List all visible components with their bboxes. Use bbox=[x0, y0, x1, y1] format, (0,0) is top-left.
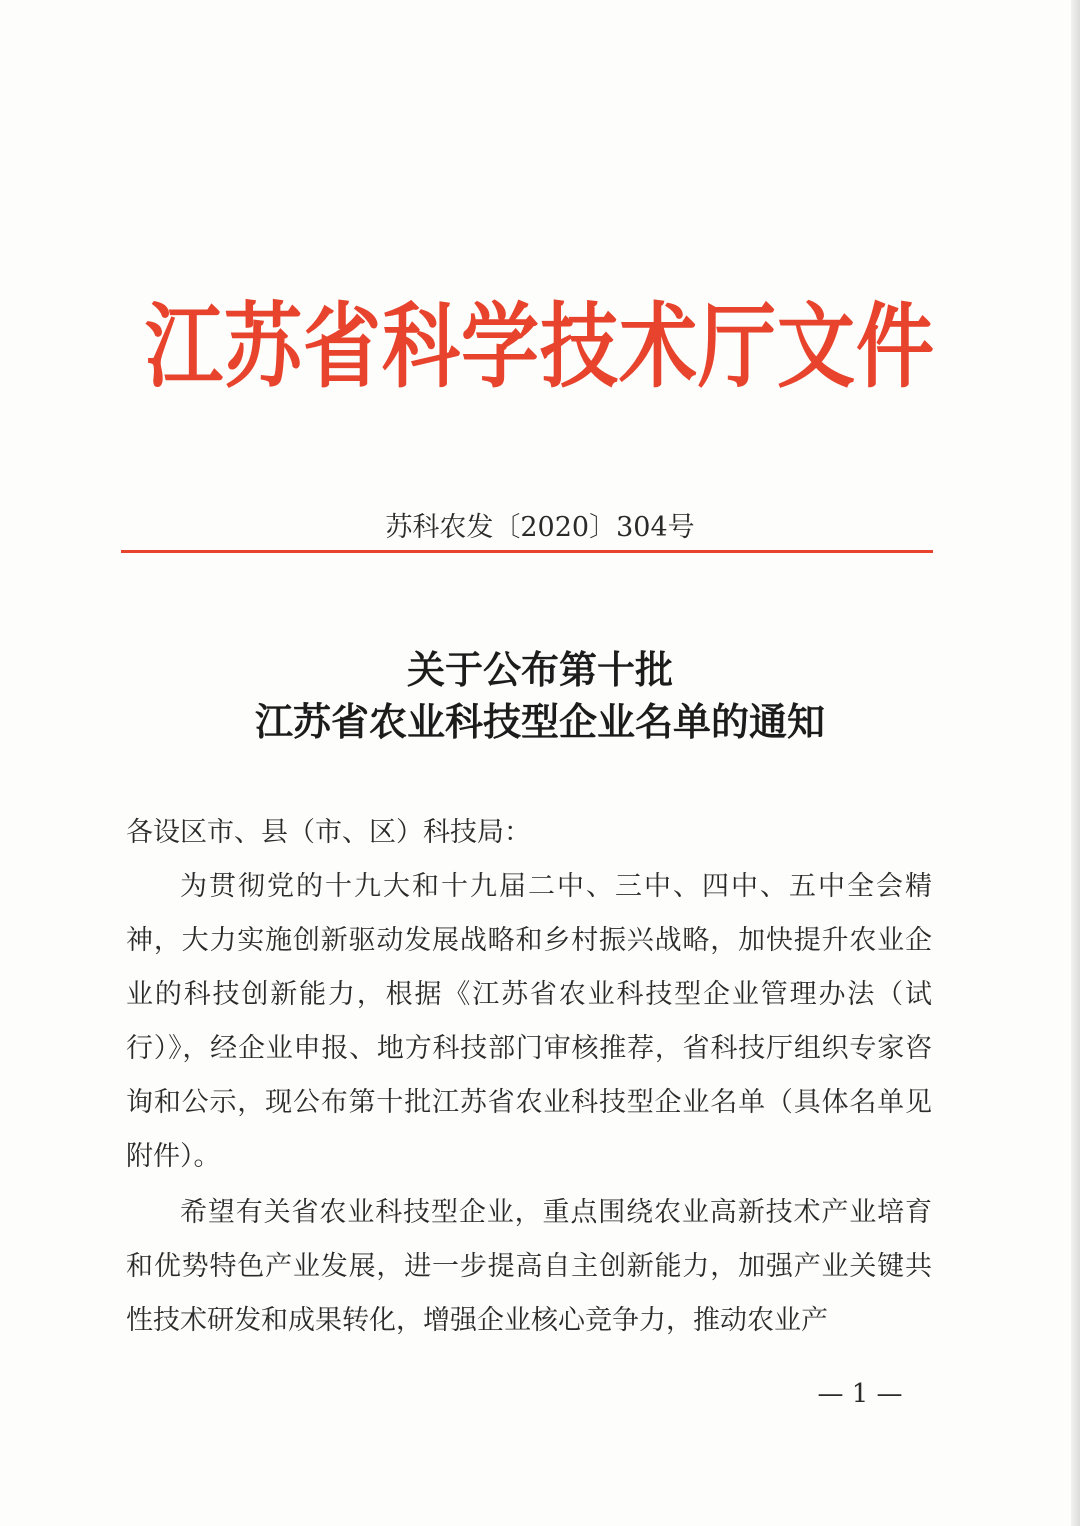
salutation: 各设区市、县（市、区）科技局： bbox=[126, 817, 531, 848]
document-number: 苏科农发〔2020〕304号 bbox=[385, 512, 695, 543]
red-divider-line bbox=[121, 550, 933, 553]
notice-title-line-1: 关于公布第十批 bbox=[406, 647, 673, 692]
body-paragraph-1: 为贯彻党的十九大和十九届二中、三中、四中、五中全会精神，大力实施创新驱动发展战略和乡村振兴战略，加快提升农业企业的科技创新能力，根据《江苏省农业科技型企业管理办法（试行）》，经企业申报、地方科技部门审核推荐，省科技厅组织专家咨询和公示，现公布第十批江苏省农业科技型企业名单（具体名单见附件）。 bbox=[126, 871, 932, 1172]
agency-masthead: 江苏省科学技术厅文件 bbox=[144, 294, 935, 402]
scan-edge bbox=[1071, 0, 1080, 1526]
notice-title-line-2: 江苏省农业科技型企业名单的通知 bbox=[254, 699, 825, 744]
page-number: — 1 — bbox=[817, 1379, 903, 1409]
notice-title bbox=[120, 644, 960, 748]
notice-body bbox=[126, 806, 932, 1348]
body-paragraph-2: 希望有关省农业科技型企业，重点围绕农业高新技术产业培育和优势特色产业发展，进一步提高自主创新能力，加强产业关键共性技术研发和成果转化，增强企业核心竞争力，推动农业产 bbox=[126, 1197, 932, 1336]
